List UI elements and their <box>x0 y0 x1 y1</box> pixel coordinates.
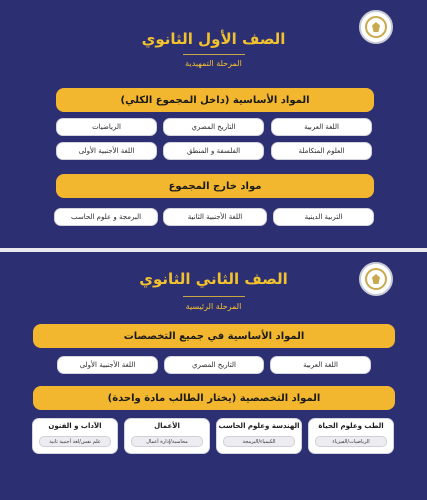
grade1-title-rule <box>183 54 245 55</box>
grade1-subject-math: الرياضيات <box>56 118 157 136</box>
grade1-subject-religion: التربية الدينية <box>273 208 374 226</box>
grade1-outside-header: مواد خارج المجموع <box>56 174 374 198</box>
grade1-subject-first-language: اللغة الأجنبية الأولى <box>56 142 157 160</box>
track-subjects: علم نفس/لغة أجنبية ثانية <box>39 436 111 447</box>
grade1-panel <box>0 0 427 248</box>
grade2-subject-history: التاريخ المصري <box>164 356 264 374</box>
track-card-engineering <box>216 418 302 454</box>
track-title: الآداب و الفنون <box>48 422 102 430</box>
grade1-core-header: المواد الأساسية (داخل المجموع الكلي) <box>56 88 374 112</box>
grade1-title: الصف الأول الثانوي <box>141 30 286 48</box>
track-card-business <box>124 418 210 454</box>
track-title: الهندسة وعلوم الحاسب <box>218 422 300 430</box>
grade1-subject-history: التاريخ المصري <box>163 118 264 136</box>
grade2-spec-header: المواد التخصصية (يختار الطالب مادة واحدة) <box>33 386 395 410</box>
track-card-arts <box>32 418 118 454</box>
grade1-subject-integrated-science: العلوم المتكاملة <box>271 142 372 160</box>
grade1-subject-second-language: اللغة الأجنبية الثانية <box>163 208 267 226</box>
track-subjects: الكيمياء/البرمجة <box>223 436 295 447</box>
track-subjects: محاسبة/إدارة أعمال <box>131 436 203 447</box>
track-card-medicine <box>308 418 394 454</box>
grade2-subject-first-language: اللغة الأجنبية الأولى <box>57 356 158 374</box>
grade2-title: الصف الثاني الثانوي <box>139 270 288 288</box>
grade1-subject-philosophy: الفلسفة و المنطق <box>163 142 264 160</box>
track-title: الطب وعلوم الحياة <box>318 422 384 430</box>
grade1-subject-programming: البرمجة و علوم الحاسب <box>54 208 158 226</box>
grade1-subject-arabic: اللغة العربية <box>271 118 372 136</box>
grade2-subtitle: المرحلة الرئيسية <box>185 302 242 311</box>
grade1-subtitle: المرحلة التمهيدية <box>185 59 242 68</box>
track-subjects: الرياضيات/الفيزياء <box>315 436 387 447</box>
grade2-subject-arabic: اللغة العربية <box>270 356 371 374</box>
grade2-title-rule <box>183 296 245 297</box>
grade2-core-header: المواد الأساسية في جميع التخصصات <box>33 324 395 348</box>
track-title: الأعمال <box>154 422 180 430</box>
grade2-panel <box>0 252 427 500</box>
